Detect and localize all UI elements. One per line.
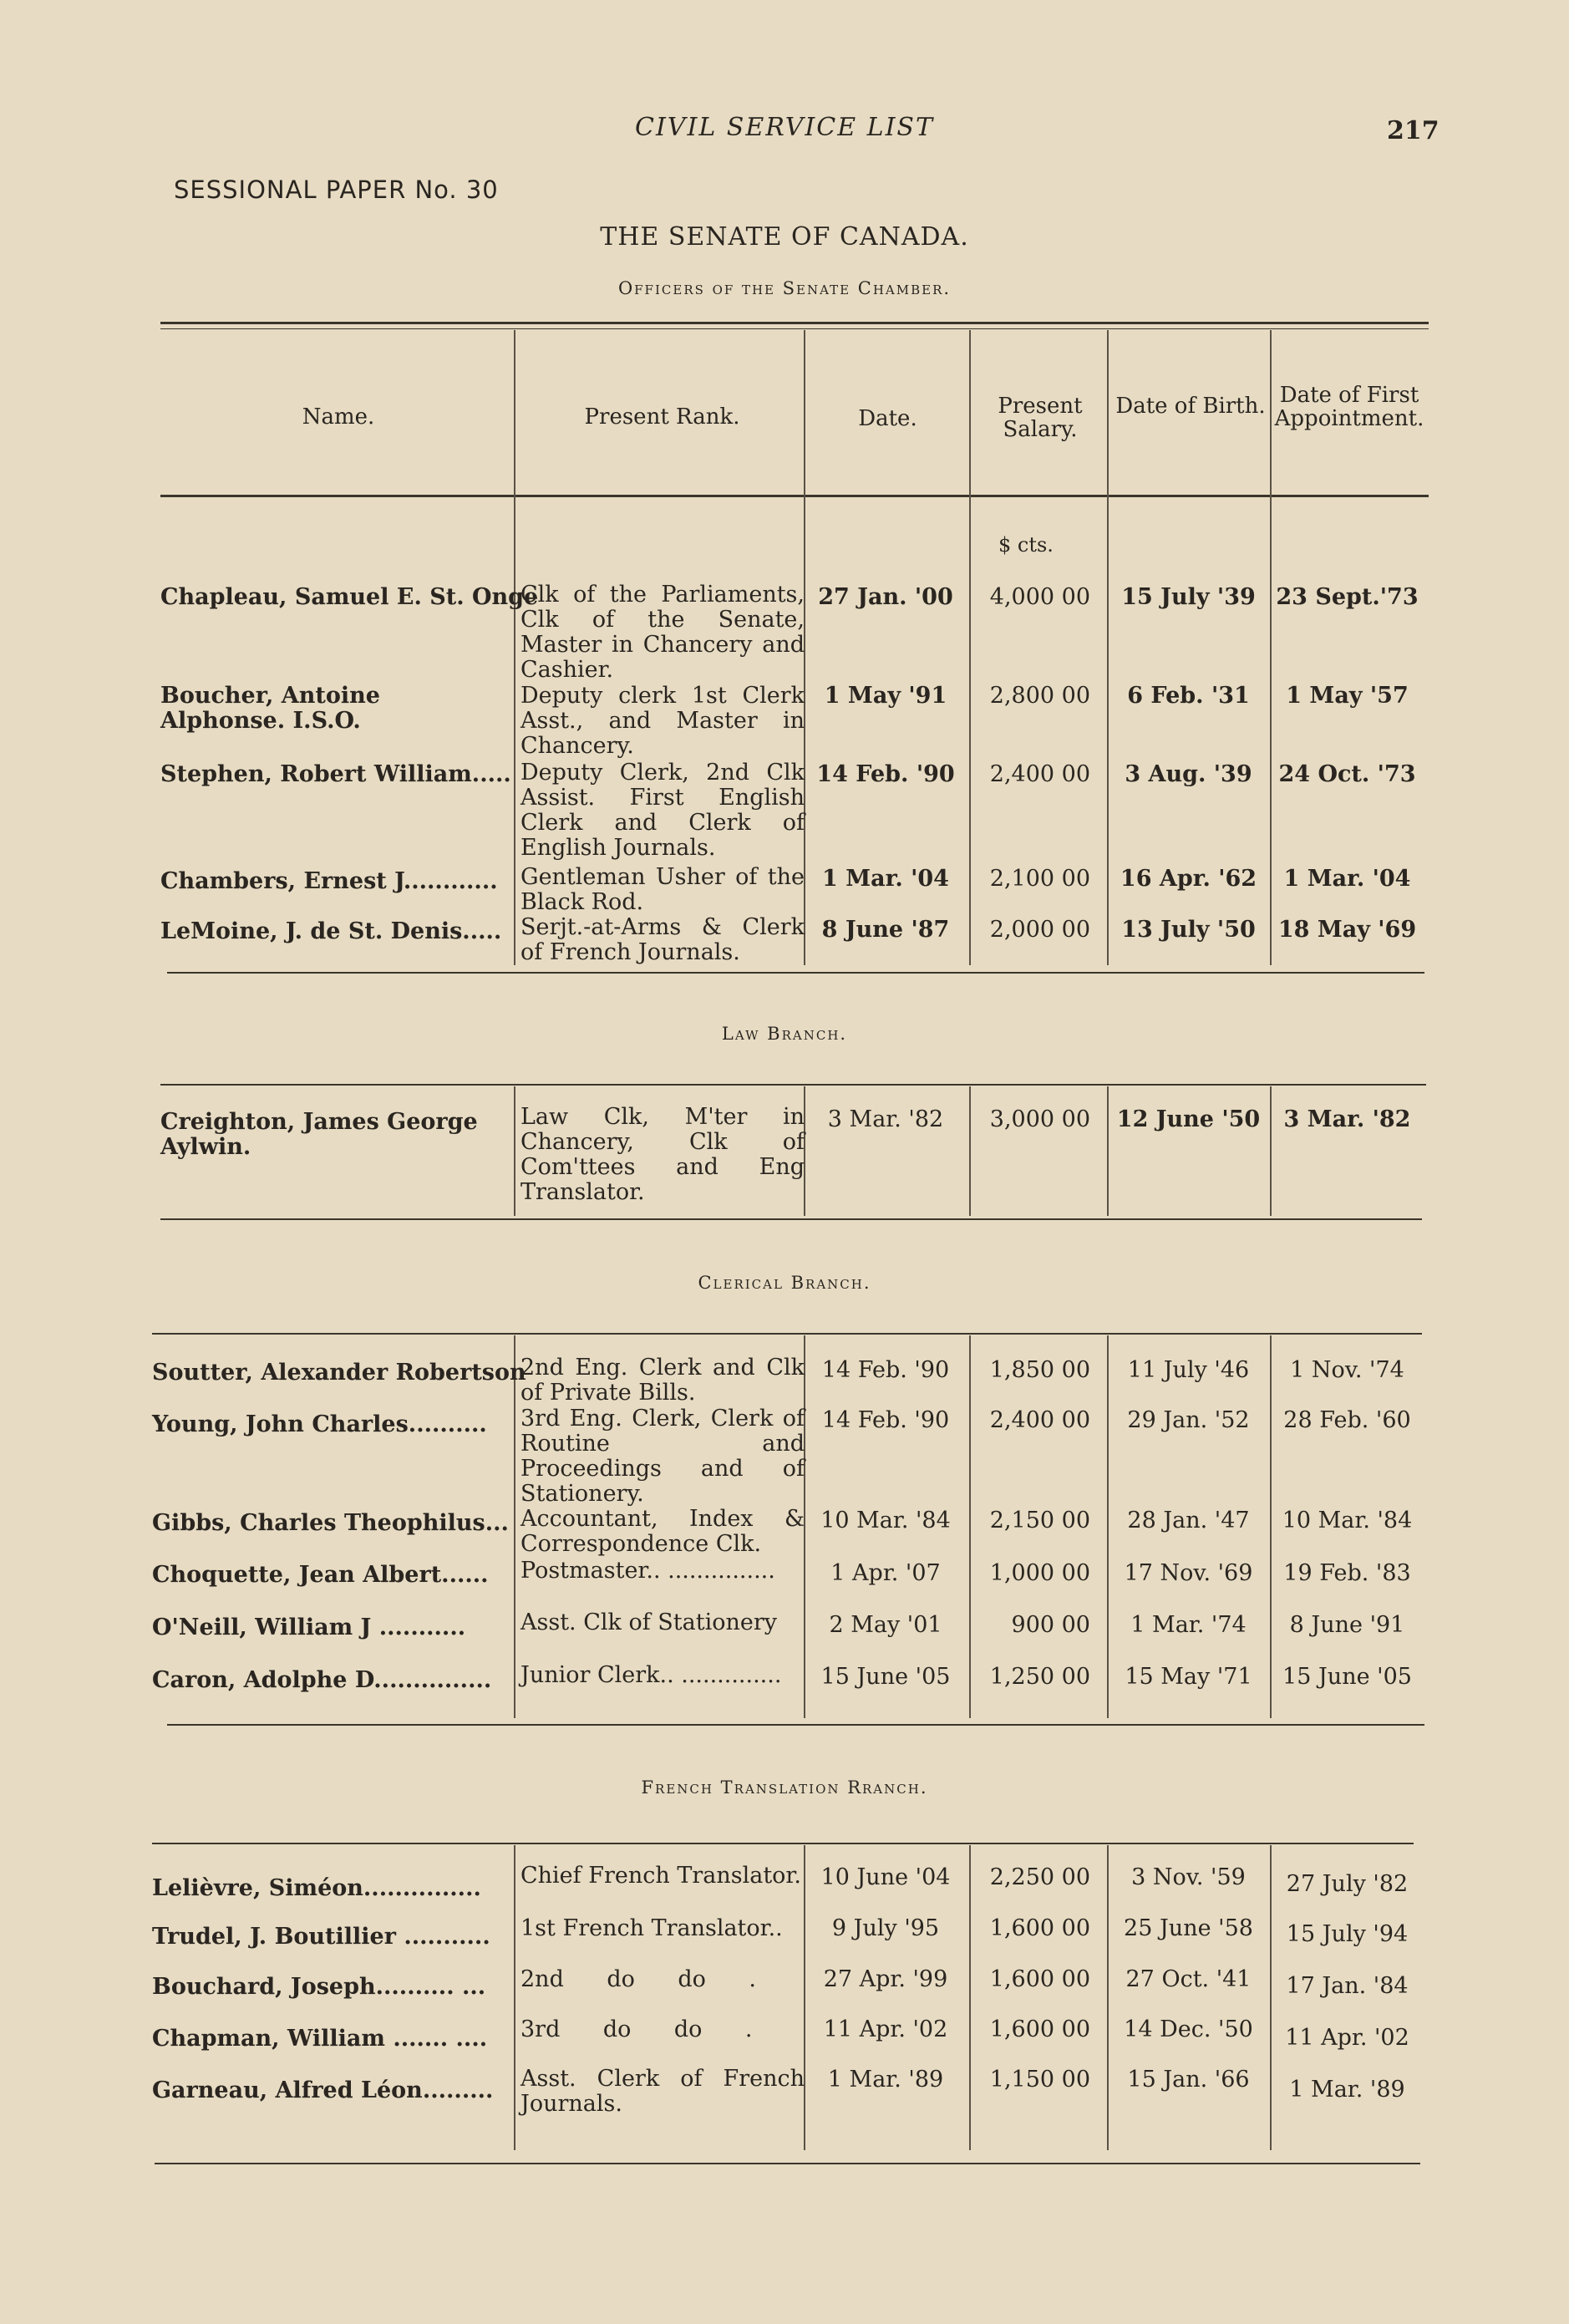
row-rank: Junior Clerk.. .............. (520, 1662, 782, 1688)
row-rank: 1st French Translator.. (520, 1915, 783, 1941)
row-salary: 2,100 00 (989, 866, 1090, 892)
row-rank: Serjt.-at-Arms & Clerk of French Journals. (520, 914, 805, 965)
row-salary: 3,000 00 (989, 1106, 1090, 1132)
row-first-appointment: 18 May '69 (1277, 917, 1417, 943)
row-date: 14 Feb. '90 (821, 1357, 950, 1383)
row-date: 27 Apr. '99 (823, 1966, 948, 1992)
col-divider (969, 1845, 971, 2150)
row-date: 10 Mar. '84 (820, 1508, 951, 1533)
section-heading-clerical: Clerical Branch. (698, 1273, 871, 1293)
row-first-appointment: 10 Mar. '84 (1282, 1508, 1413, 1533)
row-salary: 1,000 00 (989, 1560, 1090, 1586)
row-salary: 2,000 00 (989, 917, 1090, 943)
row-birth: 28 Jan. '47 (1127, 1508, 1250, 1533)
row-birth: 27 Oct. '41 (1125, 1966, 1252, 1992)
row-first-appointment: 1 Mar. '04 (1283, 866, 1411, 892)
row-rank: Gentleman Usher of the Black Rod. (520, 864, 805, 915)
row-first-appointment: 17 Jan. '84 (1286, 1973, 1409, 1999)
row-rank: Asst. Clerk of French Journals. (520, 2066, 805, 2117)
row-name: Bouchard, Joseph.......... ... (152, 1974, 486, 2000)
row-salary: 4,000 00 (989, 584, 1090, 610)
row-rank: Deputy Clerk, 2nd Clk Assist. First English Clerk and Clerk of English Journals. (520, 760, 805, 861)
row-date: 1 Mar. '89 (827, 2067, 944, 2093)
row-rank: 2nd Eng. Clerk and Clk of Private Bills. (520, 1355, 805, 1406)
row-name: Stephen, Robert William..... (160, 761, 511, 787)
col-divider (1270, 1086, 1272, 1216)
row-birth: 12 June '50 (1116, 1106, 1261, 1132)
row-birth: 3 Aug. '39 (1125, 761, 1252, 787)
col-divider (514, 330, 515, 965)
row-name: Chapman, William ....... .... (152, 2026, 488, 2052)
section-top-rule (160, 1084, 1426, 1086)
col-header-salary: Present Salary. (998, 394, 1083, 442)
row-first-appointment: 1 Mar. '89 (1289, 2077, 1405, 2103)
section-bottom-rule (160, 1218, 1422, 1220)
row-rank: Chief French Translator. (520, 1863, 801, 1889)
row-first-appointment: 3 Mar. '82 (1283, 1106, 1411, 1132)
col-header-birth: Date of Birth. (1115, 394, 1266, 419)
row-birth: 15 July '39 (1121, 584, 1256, 610)
running-head: CIVIL SERVICE LIST (635, 113, 934, 142)
row-salary: 900 00 (1011, 1612, 1090, 1638)
sessional-paper-label: SESSIONAL PAPER No. 30 (174, 175, 499, 204)
row-date: 15 June '05 (820, 1664, 951, 1690)
row-name: Boucher, Antoine Alphonse. I.S.O. (160, 683, 380, 734)
row-first-appointment: 28 Feb. '60 (1283, 1407, 1411, 1433)
row-rank: Postmaster.. ............... (520, 1558, 775, 1584)
row-birth: 3 Nov. '59 (1131, 1864, 1246, 1890)
row-salary: 1,250 00 (989, 1664, 1090, 1690)
row-date: 2 May '01 (829, 1612, 942, 1638)
row-salary: 2,800 00 (989, 683, 1090, 709)
row-first-appointment: 19 Feb. '83 (1283, 1560, 1411, 1586)
row-name: Choquette, Jean Albert...... (152, 1562, 489, 1588)
row-birth: 16 Apr. '62 (1120, 866, 1257, 892)
row-rank: Clk of the Parliaments, Clk of the Senate, Master in Chancery and Cashier. (520, 582, 805, 683)
row-name: Soutter, Alexander Robertson (152, 1360, 526, 1386)
row-first-appointment: 24 Oct. '73 (1278, 761, 1416, 787)
row-rank: Asst. Clk of Stationery (520, 1610, 778, 1635)
col-divider (1107, 1086, 1109, 1216)
row-name: Chapleau, Samuel E. St. Onge (160, 584, 539, 610)
row-first-appointment: 15 July '94 (1286, 1921, 1409, 1947)
row-date: 14 Feb. '90 (816, 761, 955, 787)
col-divider (514, 1086, 515, 1216)
row-rank: 3rd Eng. Clerk, Clerk of Routine and Proceedings and of Stationery. (520, 1406, 805, 1507)
row-rank: 3rd do do . (520, 2016, 753, 2042)
col-divider (969, 1086, 971, 1216)
row-name: O'Neill, William J ........... (152, 1615, 466, 1640)
row-date: 11 Apr. '02 (823, 2016, 948, 2042)
table-top-rule (160, 322, 1429, 324)
col-divider (969, 330, 971, 965)
row-date: 8 June '87 (821, 917, 950, 943)
row-name: LeMoine, J. de St. Denis..... (160, 918, 502, 944)
row-name: Caron, Adolphe D............... (152, 1667, 492, 1693)
page-title: THE SENATE OF CANADA. (600, 222, 969, 252)
section-heading-french-translation: French Translation Rranch. (641, 1777, 928, 1798)
section-top-rule (152, 1333, 1422, 1335)
section-bottom-rule (167, 972, 1424, 974)
col-divider (514, 1845, 515, 2150)
row-first-appointment: 8 June '91 (1289, 1612, 1405, 1638)
section-bottom-rule (167, 1724, 1424, 1726)
row-name: Trudel, J. Boutillier ........... (152, 1924, 490, 1950)
row-rank: Accountant, Index & Correspondence Clk. (520, 1506, 805, 1557)
row-birth: 17 Nov. '69 (1124, 1560, 1253, 1586)
row-birth: 6 Feb. '31 (1127, 683, 1250, 709)
row-date: 1 May '91 (824, 683, 947, 709)
row-first-appointment: 1 May '57 (1286, 683, 1409, 709)
row-salary: 1,850 00 (989, 1357, 1090, 1383)
table-top-rule-thin (160, 328, 1429, 329)
row-birth: 25 June '58 (1124, 1915, 1253, 1941)
page-number: 217 (1387, 116, 1440, 145)
col-header-first-appointment: Date of First Appointment. (1274, 383, 1424, 431)
section-heading-law: Law Branch. (721, 1024, 848, 1044)
row-first-appointment: 1 Nov. '74 (1290, 1357, 1404, 1383)
section-top-rule (152, 1843, 1414, 1844)
section-bottom-rule (155, 2163, 1420, 2164)
row-salary: 2,250 00 (989, 1864, 1090, 1890)
row-first-appointment: 11 Apr. '02 (1285, 2025, 1409, 2051)
row-name: Chambers, Ernest J............ (160, 868, 498, 894)
row-salary: 2,150 00 (989, 1508, 1090, 1533)
row-salary: 1,600 00 (989, 2016, 1090, 2042)
row-birth: 1 Mar. '74 (1130, 1612, 1247, 1638)
row-rank: Deputy clerk 1st Clerk Asst., and Master in Chancery. (520, 683, 805, 759)
row-birth: 15 May '71 (1125, 1664, 1252, 1690)
salary-units-label: $ cts. (998, 533, 1054, 557)
row-name: Garneau, Alfred Léon......... (152, 2077, 494, 2103)
row-birth: 13 July '50 (1121, 917, 1256, 943)
header-bottom-rule (160, 495, 1429, 497)
row-date: 3 Mar. '82 (827, 1106, 944, 1132)
row-date: 1 Mar. '04 (822, 866, 949, 892)
col-divider (514, 1335, 515, 1718)
row-name: Gibbs, Charles Theophilus... (152, 1510, 509, 1536)
row-salary: 1,600 00 (989, 1915, 1090, 1941)
col-divider (1107, 1845, 1109, 2150)
row-salary: 2,400 00 (989, 761, 1090, 787)
row-first-appointment: 23 Sept.'73 (1276, 584, 1419, 610)
row-date: 10 June '04 (820, 1864, 951, 1890)
col-divider (969, 1335, 971, 1718)
row-rank: 2nd do do . (520, 1966, 756, 1992)
row-name: Lelièvre, Siméon............... (152, 1875, 481, 1901)
row-salary: 1,150 00 (989, 2067, 1090, 2093)
row-name: Creighton, James George Aylwin. (160, 1109, 478, 1160)
row-first-appointment: 27 July '82 (1286, 1871, 1409, 1897)
col-header-name: Name. (302, 404, 375, 430)
section-heading-officers: Officers of the Senate Chamber. (617, 278, 952, 298)
row-birth: 14 Dec. '50 (1124, 2016, 1253, 2042)
row-rank: Law Clk, M'ter in Chancery, Clk of Com'ttees and Eng Translator. (520, 1104, 805, 1205)
row-date: 14 Feb. '90 (821, 1407, 950, 1433)
row-birth: 11 July '46 (1127, 1357, 1250, 1383)
row-salary: 2,400 00 (989, 1407, 1090, 1433)
row-birth: 29 Jan. '52 (1127, 1407, 1250, 1433)
row-date: 1 Apr. '07 (830, 1560, 941, 1586)
col-header-rank: Present Rank. (584, 404, 740, 430)
row-first-appointment: 15 June '05 (1282, 1664, 1412, 1690)
col-header-date: Date. (858, 406, 917, 431)
row-name: Young, John Charles.......... (152, 1411, 487, 1437)
row-date: 9 July '95 (831, 1915, 940, 1941)
row-birth: 15 Jan. '66 (1127, 2067, 1250, 2093)
row-date: 27 Jan. '00 (818, 584, 953, 610)
row-salary: 1,600 00 (989, 1966, 1090, 1992)
